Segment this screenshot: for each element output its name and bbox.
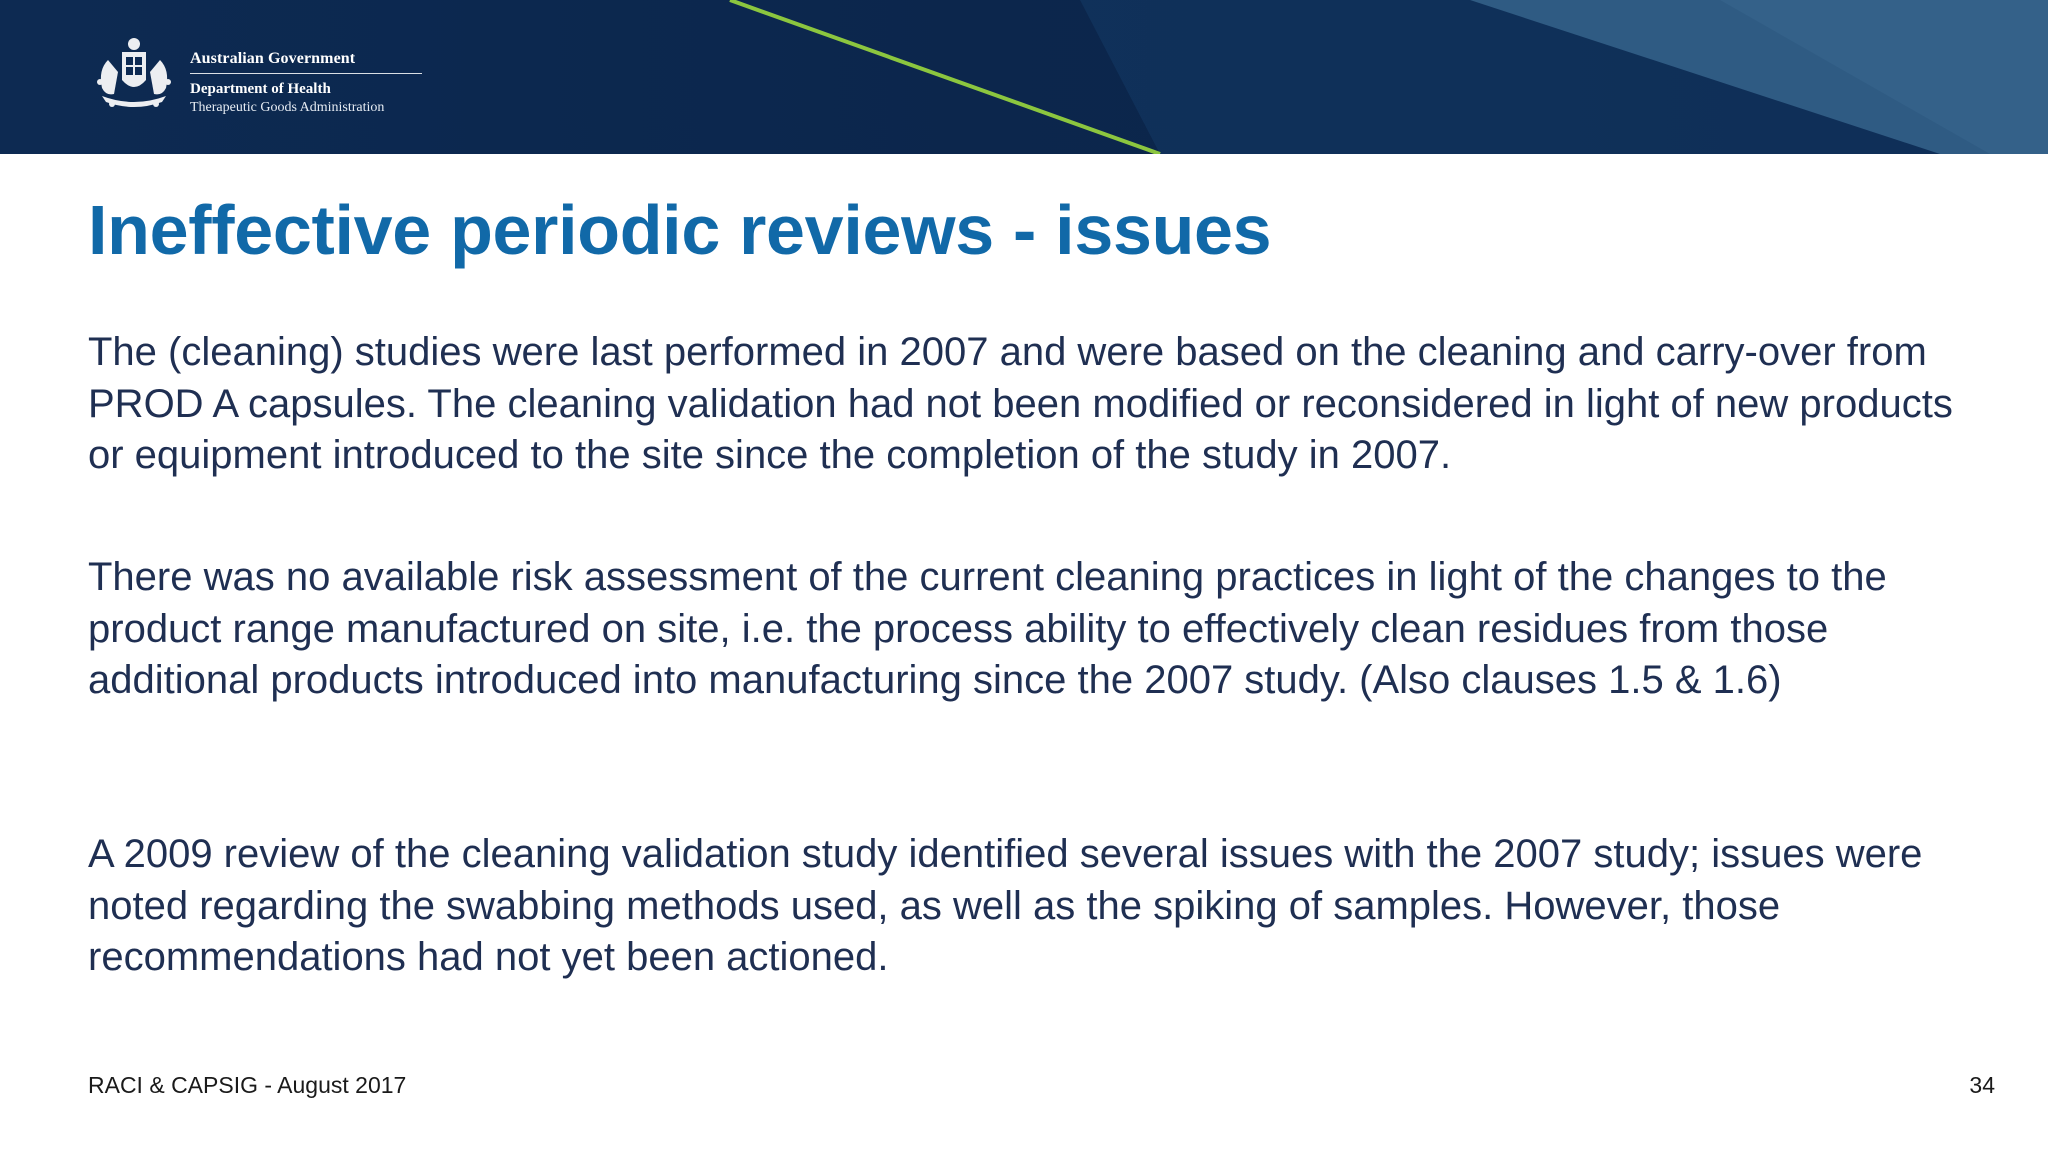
- paragraph-study-history: The (cleaning) studies were last performed in 2007 and were based on the cleaning and carry-over from PROD A capsules. The cleaning validation had not been modified or reconsidered in light of new products or equipment introduced to the site since the completion of the study in 2007.: [88, 330, 1953, 477]
- coat-of-arms-icon: [88, 30, 180, 122]
- paragraph-risk-assessment: There was no available risk assessment of the current cleaning practices in light of the changes to the product range manufactured on site, i.e. the process ability to effectively clean residues from those additional products introduced into manufacturing since the 2007 study. (Also clauses 1.5 & 1.6): [88, 555, 1887, 702]
- slide-title: Ineffective periodic reviews - issues: [88, 191, 1272, 269]
- page-number: 34: [1969, 1072, 1995, 1098]
- logo-agency: Therapeutic Goods Administration: [190, 100, 385, 115]
- header-banner: [0, 0, 2048, 154]
- logo-department: Department of Health: [190, 81, 331, 97]
- logo-government: Australian Government: [190, 50, 422, 74]
- paragraph-2009-review: A 2009 review of the cleaning validation study identified several issues with the 2007 study; issues were noted regarding the swabbing methods used, as well as the spiking of samples. However, those recommendations had not yet been actioned.: [88, 832, 1923, 979]
- logo-text: [190, 50, 422, 116]
- footer-event: RACI & CAPSIG - August 2017: [88, 1072, 407, 1098]
- government-logo: [88, 30, 448, 125]
